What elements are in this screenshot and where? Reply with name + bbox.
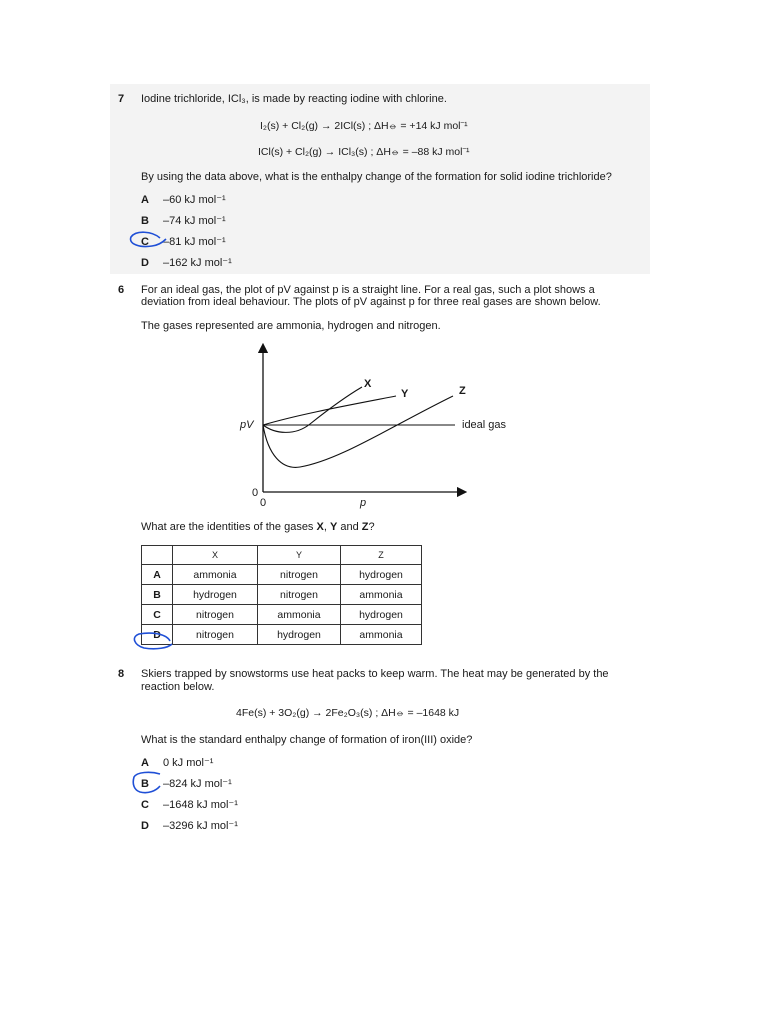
option-text: –162 kJ mol⁻¹ [163, 257, 232, 269]
q6-gases-line: The gases represented are ammonia, hydrogen and nitrogen. [141, 320, 441, 332]
row-letter: B [142, 585, 173, 605]
graph-y-label: pV [240, 419, 254, 431]
option-text: –1648 kJ mol⁻¹ [163, 799, 238, 811]
q8-option-d[interactable] [141, 819, 238, 832]
option-letter: D [141, 820, 149, 832]
header-cell-x: X [173, 546, 258, 565]
graph-x-label: p [360, 497, 367, 509]
q7-equation-2: ICl(s) + Cl₂(g) → ICl₃(s) ; ΔH⦵ = –88 kJ mol⁻¹ [258, 146, 470, 158]
cell-y: ammonia [258, 605, 341, 625]
cell-y: nitrogen [258, 565, 341, 585]
q7-number: 7 [118, 93, 125, 105]
cell-y: nitrogen [258, 585, 341, 605]
ideal-gas-label: ideal gas [462, 419, 507, 431]
table-row-d[interactable] [142, 625, 422, 645]
option-text: –60 kJ mol⁻¹ [163, 194, 226, 206]
table-header-row [142, 546, 422, 565]
option-text: –74 kJ mol⁻¹ [163, 215, 226, 227]
option-text: –824 kJ mol⁻¹ [163, 778, 232, 790]
row-letter: D [142, 625, 173, 645]
q8-option-a[interactable] [141, 756, 213, 769]
q7-equation-1: I₂(s) + Cl₂(g) → 2ICl(s) ; ΔH⦵ = +14 kJ mol⁻¹ [260, 120, 468, 132]
cell-x: nitrogen [173, 605, 258, 625]
q8-equation: 4Fe(s) + 3O₂(g) → 2Fe₂O₃(s) ; ΔH⦵ = –1648 kJ [236, 707, 460, 719]
graph-origin-y: 0 [252, 487, 259, 499]
q7-question: By using the data above, what is the enthalpy change of the formation for solid iodine trichloride? [141, 171, 612, 183]
header-cell [142, 546, 173, 565]
option-text: –3296 kJ mol⁻¹ [163, 820, 238, 832]
curve-z-label: Z [459, 385, 466, 397]
q7-stem: Iodine trichloride, ICl₃, is made by reacting iodine with chlorine. [141, 93, 447, 105]
graph-origin-x: 0 [260, 497, 267, 509]
q6-question: What are the identities of the gases X, Y and Z? [141, 521, 375, 533]
q8-option-b[interactable] [141, 777, 232, 790]
q6-number: 6 [118, 284, 125, 296]
option-letter: C [141, 236, 149, 248]
cell-z: ammonia [341, 625, 422, 645]
q6-answer-table [141, 545, 422, 645]
cell-x: nitrogen [173, 625, 258, 645]
cell-z: ammonia [341, 585, 422, 605]
gas-x-ref: X [316, 521, 324, 533]
cell-y: hydrogen [258, 625, 341, 645]
curve-y-label: Y [401, 388, 409, 400]
q8-option-c[interactable] [141, 798, 238, 811]
q6-stem-line-2: deviation from ideal behaviour. The plots of pV against p for three real gases are shown below. [141, 296, 601, 308]
cell-z: hydrogen [341, 605, 422, 625]
option-letter: B [141, 215, 149, 227]
q8-number: 8 [118, 668, 125, 680]
row-letter: A [142, 565, 173, 585]
option-letter: D [141, 257, 149, 269]
q8-question: What is the standard enthalpy change of formation of iron(III) oxide? [141, 734, 473, 746]
curve-x-label: X [364, 378, 372, 390]
table-row-b[interactable] [142, 585, 422, 605]
option-letter: A [141, 194, 149, 206]
option-letter: A [141, 757, 149, 769]
cell-z: hydrogen [341, 565, 422, 585]
gas-y-ref: Y [329, 521, 338, 533]
row-letter: C [142, 605, 173, 625]
option-letter: B [141, 778, 149, 790]
curve-x [263, 387, 362, 432]
table-row-c[interactable] [142, 605, 422, 625]
option-text: 0 kJ mol⁻¹ [163, 757, 214, 769]
table-row-a[interactable] [142, 565, 422, 585]
option-letter: C [141, 799, 149, 811]
header-cell-z: Z [341, 546, 422, 565]
q8-stem-line-1: Skiers trapped by snowstorms use heat packs to keep warm. The heat may be generated by the [141, 668, 609, 680]
option-text: –81 kJ mol⁻¹ [163, 236, 226, 248]
q8-stem-line-2: reaction below. [141, 681, 215, 693]
q6-stem-line-1: For an ideal gas, the plot of pV against p is a straight line. For a real gas, such a plot shows a [141, 284, 595, 296]
gas-z-ref: Z [361, 521, 369, 533]
cell-x: hydrogen [173, 585, 258, 605]
curve-y [263, 396, 396, 425]
cell-x: ammonia [173, 565, 258, 585]
header-cell-y: Y [258, 546, 341, 565]
